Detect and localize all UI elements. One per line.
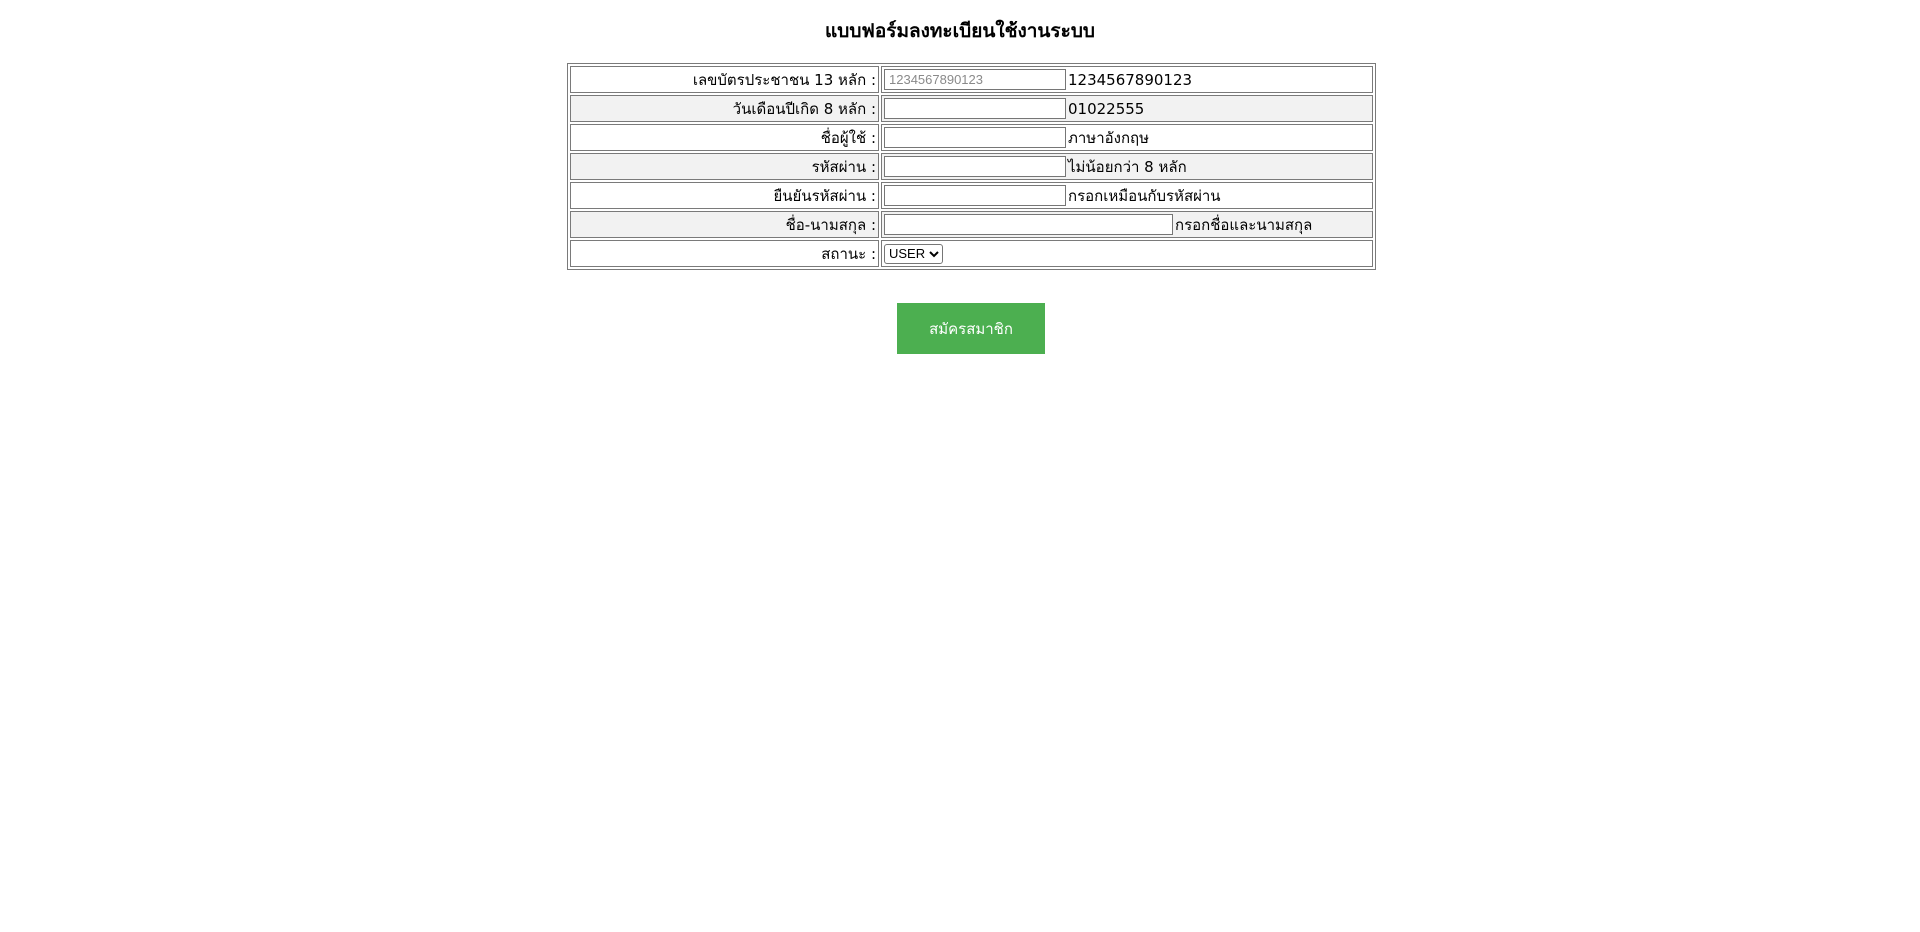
- citizen-id-label: เลขบัตรประชาชน 13 หลัก :: [570, 66, 879, 93]
- citizen-id-cell: [881, 66, 1373, 93]
- citizen-id-hint: 1234567890123: [1068, 70, 1193, 89]
- row-confirm-password: [570, 182, 1373, 209]
- registration-form-table: [567, 63, 1376, 270]
- confirm-password-cell: [881, 182, 1373, 209]
- confirm-password-input[interactable]: [884, 185, 1066, 206]
- status-select[interactable]: [884, 244, 943, 264]
- row-birthdate: [570, 95, 1373, 122]
- fullname-label: ชื่อ-นามสกุล :: [570, 211, 879, 238]
- password-label: รหัสผ่าน :: [570, 153, 879, 180]
- row-citizen-id: [570, 66, 1373, 93]
- fullname-cell: [881, 211, 1373, 238]
- row-password: [570, 153, 1373, 180]
- row-fullname: [570, 211, 1373, 238]
- birthdate-input[interactable]: [884, 98, 1066, 119]
- page-title: แบบฟอร์มลงทะเบียนใช้งานระบบ: [825, 20, 1095, 42]
- citizen-id-input[interactable]: [884, 69, 1066, 90]
- username-hint: ภาษาอังกฤษ: [1068, 128, 1150, 147]
- fullname-hint: กรอกชื่อและนามสกุล: [1175, 215, 1313, 234]
- status-cell: [881, 240, 1373, 267]
- submit-wrapper: [897, 303, 1045, 354]
- username-label: ชื่อผู้ใช้ :: [570, 124, 879, 151]
- fullname-input[interactable]: [884, 214, 1173, 235]
- birthdate-hint: 01022555: [1068, 99, 1145, 118]
- row-username: [570, 124, 1373, 151]
- row-status: [570, 240, 1373, 267]
- birthdate-label: วันเดือนปีเกิด 8 หลัก :: [570, 95, 879, 122]
- status-label: สถานะ :: [570, 240, 879, 267]
- confirm-password-label: ยืนยันรหัสผ่าน :: [570, 182, 879, 209]
- register-button[interactable]: สมัครสมาชิก: [897, 303, 1045, 354]
- birthdate-cell: [881, 95, 1373, 122]
- username-input[interactable]: [884, 127, 1066, 148]
- confirm-password-hint: กรอกเหมือนกับรหัสผ่าน: [1068, 186, 1221, 205]
- password-input[interactable]: [884, 156, 1066, 177]
- password-cell: [881, 153, 1373, 180]
- password-hint: ไม่น้อยกว่า 8 หลัก: [1068, 157, 1187, 176]
- username-cell: [881, 124, 1373, 151]
